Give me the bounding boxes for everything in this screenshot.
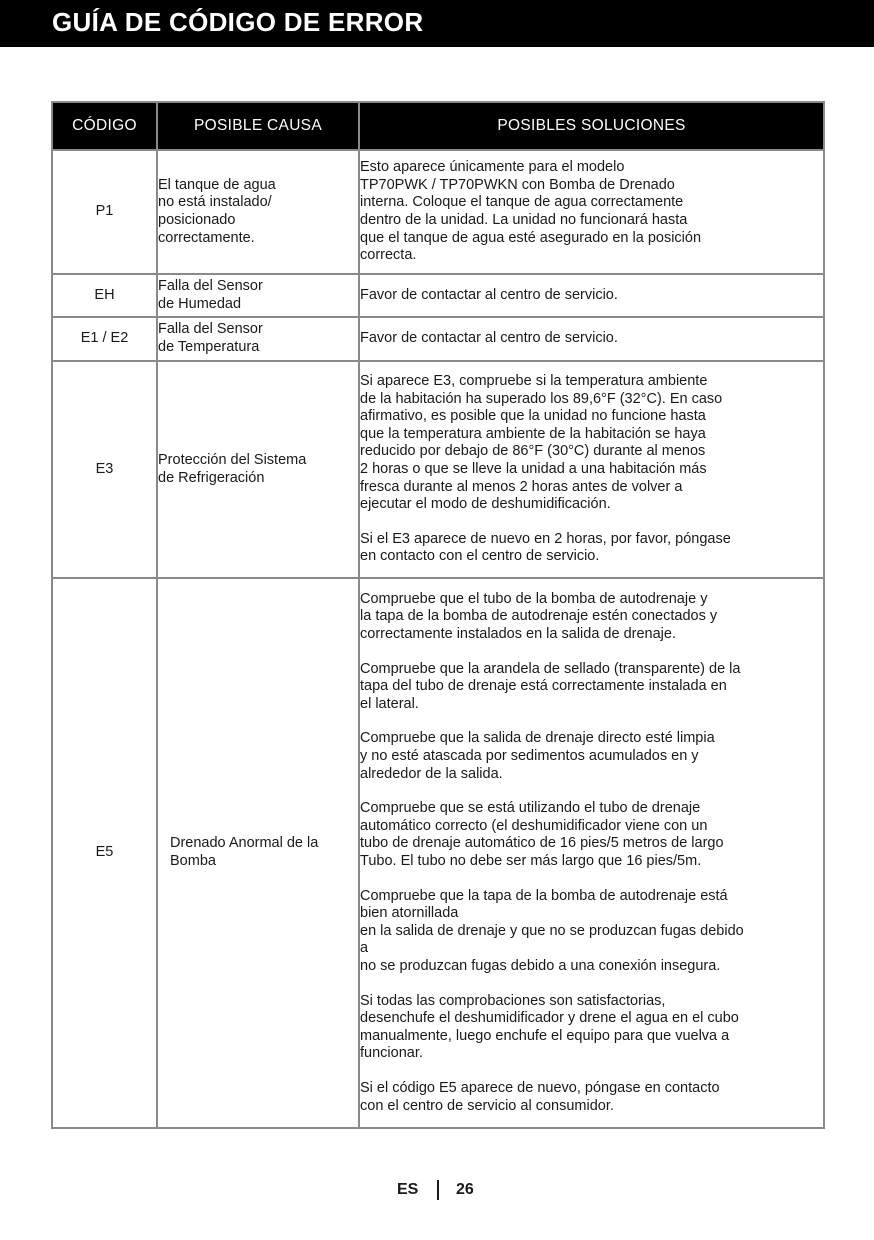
table-row-e5 — [52, 578, 824, 1128]
cell-code: EH — [52, 274, 157, 317]
cause-text: Falla del Sensor de Temperatura — [158, 321, 263, 355]
solution-paragraph: Compruebe que la tapa de la bomba de autodrenaje está bien atornillada en la salida de drenaje y que no se produzcan fugas debido a no se produzcan fugas debido a una conexión insegura. — [360, 887, 744, 974]
table-row-e1-e2 — [52, 317, 824, 361]
cell-code: E1 / E2 — [52, 317, 157, 361]
page-title: GUÍA DE CÓDIGO DE ERROR — [52, 7, 424, 37]
solution-paragraph: Si el E3 aparece de nuevo en 2 horas, por favor, póngase en contacto con el centro de servicio. — [360, 530, 731, 565]
cause-text: Falla del Sensor de Humedad — [158, 277, 263, 312]
cell-solutions — [359, 317, 824, 361]
solution-paragraph: Si aparece E3, compruebe si la temperatura ambiente de la habitación ha superado los 89,6°F (32°C). En caso afirmativo, es posible que la unidad no funcione hasta que la temperatura ambiente de la habitación se haya reducido por debajo de 86°F (30°C) durante al menos 2 horas o que se lleve la unidad a una habitación más fresca durante al menos 2 horas antes de volver a ejecutar el modo de deshumidificación. — [360, 373, 723, 513]
cell-cause — [157, 361, 359, 578]
solution-paragraph: Si todas las comprobaciones son satisfactorias, desenchufe el deshumidificador y drene el agua en el cubo manualmente, luego enchufe el equipo para que vuelva a funcionar. — [360, 992, 739, 1062]
column-header-solutions: POSIBLES SOLUCIONES — [359, 102, 824, 150]
cell-cause — [157, 578, 359, 1128]
solution-paragraph: Compruebe que el tubo de la bomba de autodrenaje y la tapa de la bomba de autodrenaje estén conectados y correctamente instalados en la salida de drenaje. — [360, 590, 718, 643]
solution-paragraph: Compruebe que la arandela de sellado (transparente) de la tapa del tubo de drenaje está correctamente instalada en el lateral. — [360, 660, 741, 712]
footer-page-number: 26 — [456, 1181, 474, 1198]
cell-solutions — [359, 274, 824, 317]
cause-text: Protección del Sistema de Refrigeración — [158, 451, 307, 486]
solution-paragraph: Esto aparece únicamente para el modelo TP70PWK / TP70PWKN con Bomba de Drenado interna. Coloque el tanque de agua correctamente dentro de la unidad. La unidad no funcionará hasta que el tanque de agua esté asegurado en la posición correcta. — [360, 159, 702, 264]
solution-paragraph: Favor de contactar al centro de servicio. — [360, 330, 618, 347]
cell-cause — [157, 150, 359, 274]
table-header-row — [52, 102, 824, 150]
cell-code: E3 — [52, 361, 157, 578]
cell-solutions — [359, 361, 824, 578]
cell-code: P1 — [52, 150, 157, 274]
solution-paragraph: Favor de contactar al centro de servicio. — [360, 286, 618, 303]
cell-cause — [157, 274, 359, 317]
table-row-p1 — [52, 150, 824, 274]
column-header-code: CÓDIGO — [52, 102, 157, 150]
error-code-table — [51, 101, 825, 1129]
solution-paragraph: Compruebe que se está utilizando el tubo de drenaje automático correcto (el deshumidificador viene con un tubo de drenaje automático de 16 pies/5 metros de largo Tubo. El tubo no debe ser más largo que 16 pies/5m. — [360, 800, 724, 869]
table-row-e3 — [52, 361, 824, 578]
column-header-cause: POSIBLE CAUSA — [157, 102, 359, 150]
cell-cause — [157, 317, 359, 361]
cell-solutions — [359, 150, 824, 274]
cell-solutions — [359, 578, 824, 1128]
footer-language: ES — [397, 1181, 419, 1198]
solution-paragraph: Si el código E5 aparece de nuevo, póngase en contacto con el centro de servicio al consumidor. — [360, 1079, 720, 1114]
page-title-bar — [0, 0, 874, 47]
table-row-eh — [52, 274, 824, 317]
cell-code: E5 — [52, 578, 157, 1128]
cause-text: Drenado Anormal de la Bomba — [170, 835, 319, 869]
solution-paragraph: Compruebe que la salida de drenaje directo esté limpia y no esté atascada por sedimentos acumulados en y alrededor de la salida. — [360, 730, 715, 782]
footer-divider — [437, 1180, 439, 1200]
cause-text: El tanque de agua no está instalado/ posicionado correctamente. — [158, 176, 276, 246]
page-footer — [0, 1180, 874, 1200]
